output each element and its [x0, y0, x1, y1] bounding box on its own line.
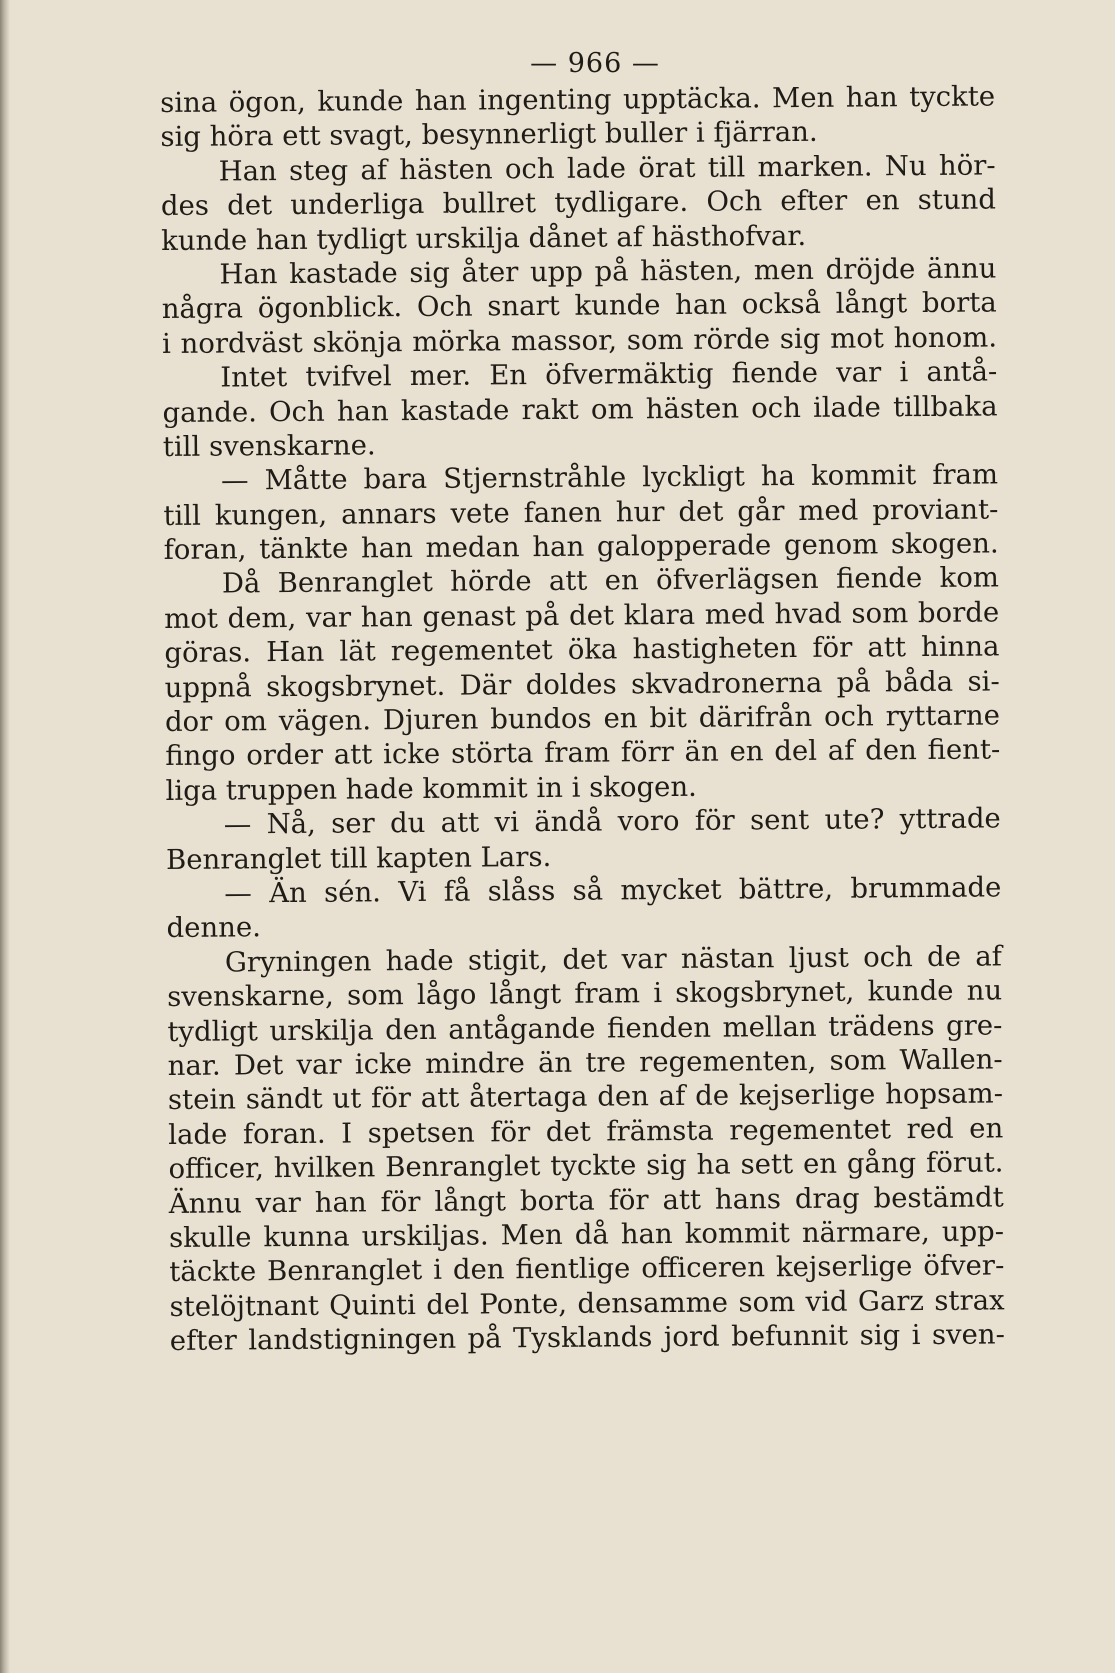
text-line: liga truppen hade kommit in i skogen.	[165, 770, 697, 807]
text-line: tydligt urskilja den antågande fienden mellan trädens gre-	[167, 1008, 1003, 1048]
text-line: täckte Benranglet i den fientlige officeren kejserlige öfver-	[169, 1249, 1005, 1289]
text-line: Benranglet till kapten Lars.	[165, 840, 552, 876]
text-line: officer, hvilken Benranglet tyckte sig ha sett en gång förut.	[168, 1146, 1004, 1186]
text-line: — Än sén. Vi få slåss så mycket bättre, brummade	[224, 871, 1002, 910]
text-line: mot dem, var han genast på det klara med hvad som borde	[164, 596, 1000, 635]
text-line: Intet tvifvel mer. En öfvermäktig fiende var i antå-	[220, 355, 998, 394]
body-text	[160, 79, 1005, 1358]
text-line: stelöjtnant Quinti del Ponte, densamme som vid Garz strax	[169, 1284, 1005, 1323]
text-line: svenskarne, som lågo långt fram i skogsbrynet, kunde nu	[167, 974, 1003, 1014]
text-line: i nordväst skönja mörka massor, som rörde sig mot honom.	[161, 321, 998, 360]
text-line: sina ögon, kunde han ingenting upptäcka. Men han tyckte	[160, 80, 996, 119]
text-line: lade foran. I spetsen för det främsta regementet red en	[168, 1112, 1004, 1151]
page-spine-edge	[0, 0, 10, 1673]
page-number: — 966 —	[530, 48, 660, 79]
text-line: göras. Han lät regementet öka hastigheten för att hinna	[164, 630, 1000, 670]
text-line: Gryningen hade stigit, det var nästan ljust och de af	[224, 940, 1002, 979]
text-line: nar. Det var icke mindre än tre regementen, som Wallen-	[167, 1043, 1003, 1082]
text-line: uppnå skogsbrynet. Där doldes skvadronerna på båda si-	[164, 665, 1000, 704]
text-line: Han steg af hästen och lade örat till marken. Nu hör-	[218, 149, 996, 188]
text-line: — Nå, ser du att vi ändå voro för sent ute? yttrade	[223, 802, 1001, 841]
text-line: Då Benranglet hörde att en öfverlägsen fiende kom	[221, 561, 1000, 600]
text-line: efter landstigningen på Tysklands jord befunnit sig i sven-	[169, 1318, 1005, 1358]
text-line: fingo order att icke störta fram förr än en del af den fient-	[165, 733, 1001, 773]
text-line: Ännu var han för långt borta för att hans drag bestämdt	[168, 1180, 1004, 1220]
text-line: foran, tänkte han medan han galopperade genom skogen.	[163, 527, 999, 567]
text-line: skulle kunna urskiljas. Men då han kommit närmare, upp-	[168, 1215, 1005, 1254]
text-line: stein sändt ut för att återtaga den af de kejserlige hopsam-	[167, 1077, 1004, 1117]
text-line: gande. Och han kastade rakt om hästen och ilade tillbaka	[162, 389, 998, 429]
text-line: des det underliga bullret tydligare. Och efter en stund	[160, 183, 997, 223]
text-line: Han kastade sig åter upp på hästen, men dröjde ännu	[219, 252, 997, 291]
text-line: till svenskarne.	[162, 429, 376, 463]
text-line: kunde han tydligt urskilja dånet af hästhofvar.	[161, 219, 807, 257]
text-line: sig höra ett svagt, besynnerligt buller i fjärran.	[160, 116, 818, 154]
text-line: denne.	[166, 911, 262, 945]
text-line: några ögonblick. Och snart kunde han också långt borta	[161, 286, 997, 326]
text-line: dor om vägen. Djuren bundos en bit därifrån och ryttarne	[164, 699, 1001, 739]
text-line: till kungen, annars vete fanen hur det går med proviant-	[163, 493, 999, 532]
text-line: — Måtte bara Stjernstråhle lyckligt ha kommit fram	[220, 458, 999, 497]
